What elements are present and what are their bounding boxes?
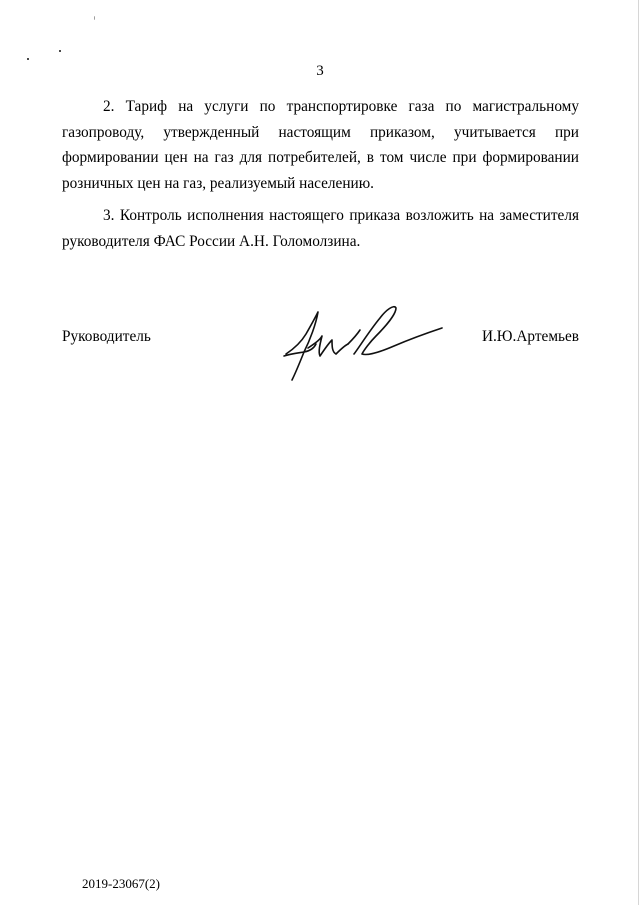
paragraph-control: 3. Контроль исполнения настоящего приказа возложить на заместителя руководителя ФАС России А.Н. Голомолзина. xyxy=(62,207,579,250)
document-number: 2019-23067(2) xyxy=(82,876,160,891)
scan-speck xyxy=(27,58,29,60)
page-number: 3 xyxy=(316,63,324,79)
scan-speck xyxy=(59,50,61,52)
scan-edge-line xyxy=(638,0,639,905)
scan-speck xyxy=(94,16,95,20)
handwritten-signature xyxy=(278,300,448,385)
paragraph-tariff: 2. Тариф на услуги по транспортировке газа по магистральному газопроводу, утвержденный настоящим приказом, учитывается при формировании цен на газ для потребителей, в том числе при формировании розничных цен на газ, реализуемый населению. xyxy=(62,98,579,192)
signatory-role: Руководитель xyxy=(62,328,151,345)
body-text xyxy=(62,94,579,254)
signatory-name: И.Ю.Артемьев xyxy=(481,328,579,345)
